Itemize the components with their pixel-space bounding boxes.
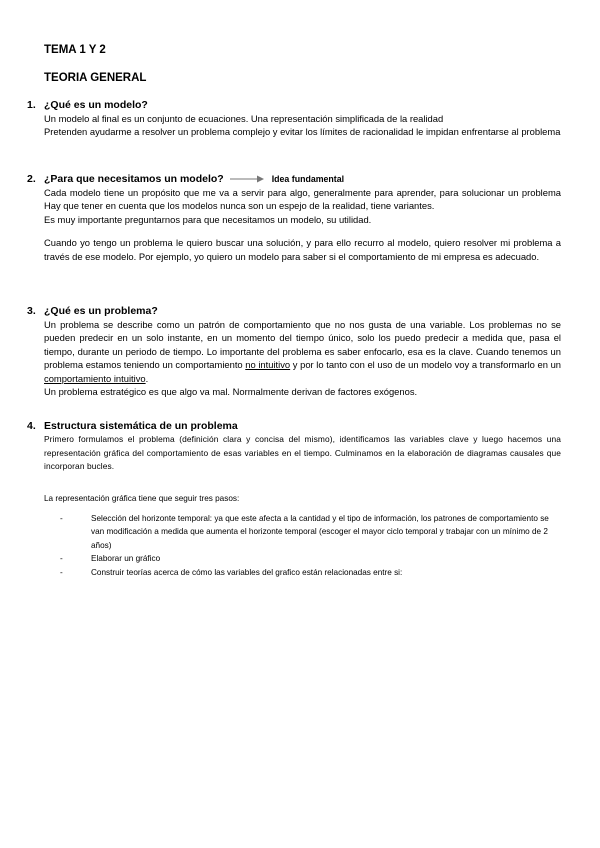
section-2-paragraph: Cuando yo tengo un problema le quiero buscar una solución, y para ello recurro al modelo, quiero resolver mi problema a través de ese modelo. Por ejemplo, yo quiero un modelo para saber si el comportamiento de mi empresa es adecuado. (44, 237, 561, 262)
section-1-heading (27, 98, 561, 112)
section-4-title: Estructura sistemática de un problema (44, 420, 238, 432)
section-3 (27, 304, 561, 398)
section-1-body (44, 112, 561, 139)
document-subtitle: TEORIA GENERAL (44, 72, 147, 84)
section-3-title: ¿Qué es un problema? (44, 305, 158, 317)
section-2-heading (27, 172, 561, 186)
section-4 (27, 419, 561, 474)
underlined-term-no-intuitivo: no intuitivo (245, 359, 291, 371)
section-3-heading (27, 304, 561, 318)
list-bullet: - (60, 567, 63, 577)
section-2-body (44, 186, 561, 263)
list-item (44, 512, 562, 553)
list-item-text: Construir teorías acerca de cómo las variables del grafico están relacionadas entre si: (91, 567, 403, 577)
list-bullet: - (60, 554, 63, 564)
section-1 (27, 98, 561, 139)
section-2-number: 2. (27, 173, 36, 185)
section-1-paragraph: Un modelo al final es un conjunto de ecuaciones. Una representación simplificada de la realidad (44, 113, 444, 124)
document-title: TEMA 1 Y 2 (44, 44, 106, 56)
section-2-title: ¿Para que necesitamos un modelo? (44, 173, 224, 185)
section-1-title: ¿Qué es un modelo? (44, 99, 148, 111)
list-item-text: Selección del horizonte temporal: ya que este afecta a la cantidad y el tipo de información, los patrones de comportamiento se van modificación a medida que aumenta el horizonte temporal (escoger el mayor ciclo temporal y trabajar con un mínimo de 2 años) (91, 513, 549, 550)
list-item (44, 566, 562, 580)
section-3-paragraph: Un problema estratégico es que algo va mal. Normalmente derivan de factores exógenos. (44, 386, 418, 398)
section-2-paragraph: Cada modelo tiene un propósito que me va a servir para algo, generalmente para aprender, para solucionar un problema Hay que tener en cuenta que los modelos nunca son un espejo de la realidad, tiene variantes. (44, 187, 561, 212)
list-item-text: Elaborar un gráfico (91, 554, 161, 564)
section-4-number: 4. (27, 420, 36, 432)
steps-list (44, 492, 562, 580)
section-2 (27, 172, 561, 263)
section-3-text: . (145, 372, 149, 384)
section-3-body (44, 318, 561, 398)
section-4-heading (27, 419, 561, 433)
section-3-paragraph (44, 318, 561, 385)
section-4-paragraph: Primero formulamos el problema (definición clara y concisa del mismo), identificamos las variables clave y luego hacemos una representación gráfica del comportamiento de esas variables en el tiempo. Culminamos en la elaboración de diagramas causales que incorporan bucles. (44, 434, 561, 472)
section-3-text: y por lo tanto con el uso de un modelo voy a transformarlo en un (292, 359, 562, 371)
section-1-paragraph: Pretenden ayudarme a resolver un problema complejo y evitar los límites de racionalidad le impidan enfrentarse al problema (44, 126, 561, 138)
section-3-number: 3. (27, 305, 36, 317)
underlined-term-comportamiento-intuitivo: comportamiento intuitivo (44, 372, 146, 384)
list-bullet: - (60, 513, 63, 523)
section-3-text: Un problema se describe como un patrón de comportamiento que no nos gusta de una variable. Los problemas no se pueden predecir en un solo instante, en un momento del tiempo único, solo los puedo predecir a medida que, pasa el tiempo, durante un periodo de tiempo. Lo importante del problema es saber enfocarlo, esa es la clave. Cuando tenemos un problema estamos teniendo un comportamiento (44, 319, 561, 371)
list-item (44, 552, 562, 566)
section-1-number: 1. (27, 99, 36, 111)
idea-note-label: Idea fundamental (271, 174, 345, 184)
arrow-right-icon (230, 175, 264, 183)
section-4-body (44, 433, 561, 474)
steps-list-intro: La representación gráfica tiene que seguir tres pasos: (44, 494, 240, 503)
section-2-paragraph: Es muy importante preguntarnos para que necesitamos un modelo, su utilidad. (44, 213, 372, 225)
idea-note (230, 172, 344, 186)
